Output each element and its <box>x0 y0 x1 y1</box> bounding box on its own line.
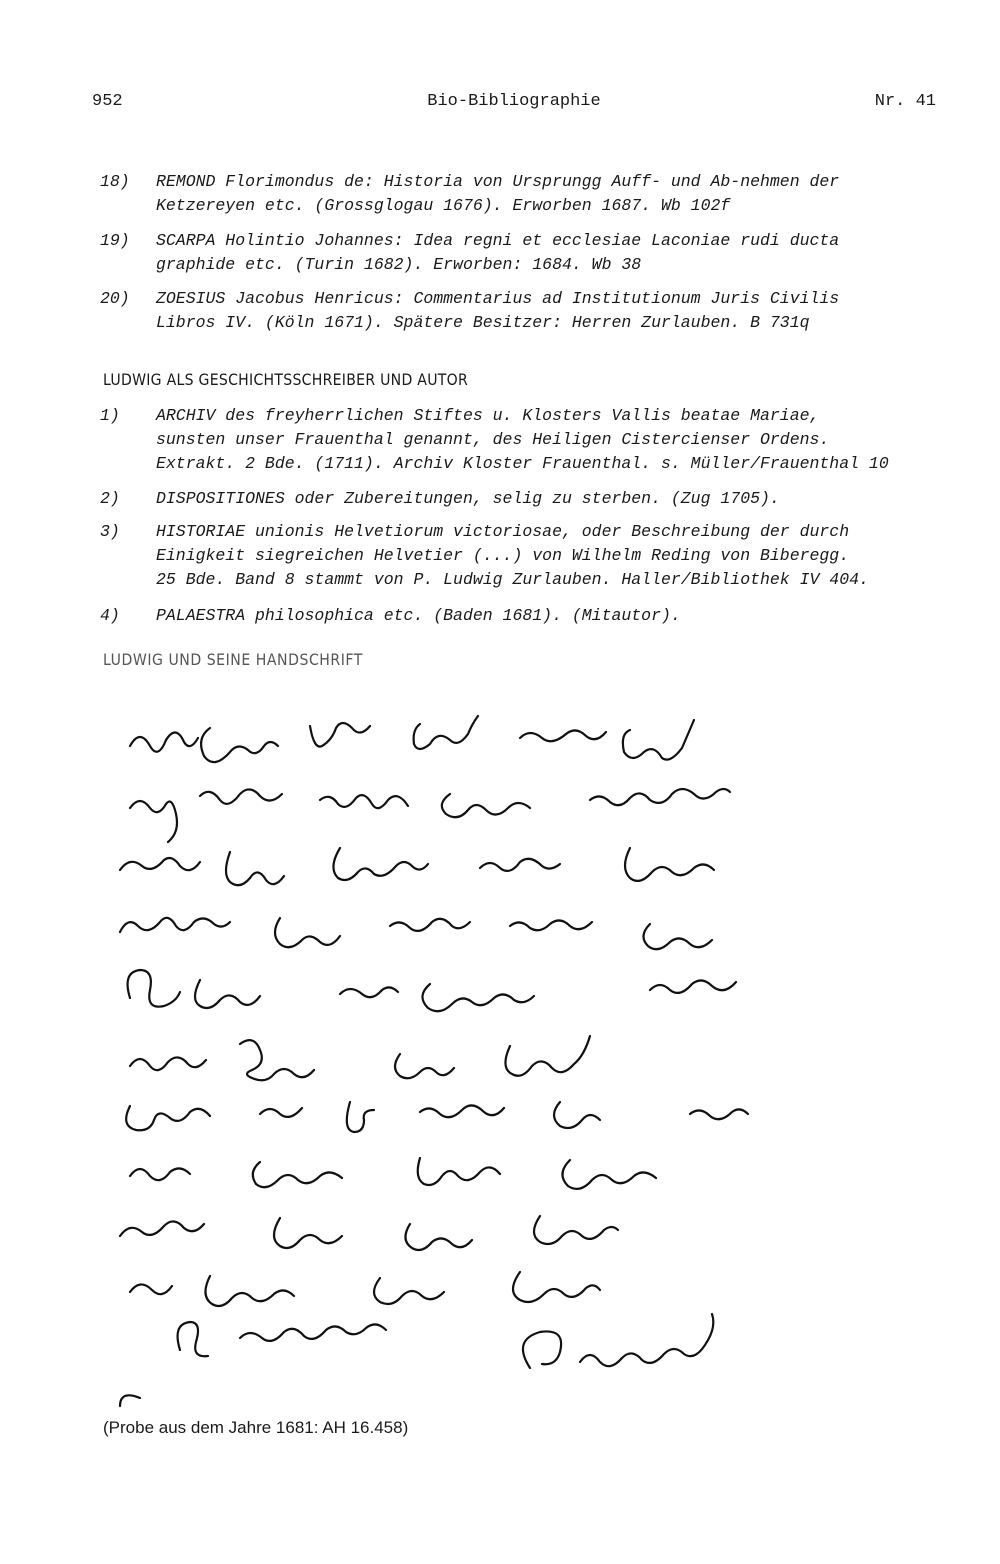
entry-number: 20) <box>100 289 130 308</box>
page-header <box>92 92 936 118</box>
chapter-number: Nr. 41 <box>874 92 936 111</box>
entry-text: HISTORIAE unionis Helvetiorum victoriosae, oder Beschreibung der durch Einigkeit siegreichen Helvetier (...) von Wilhelm Reding von Biberegg. 25 Bde. Band 8 stammt von P. Ludwig Zurlauben. Haller/Bibliothek IV 404. <box>156 522 869 589</box>
entry-text: SCARPA Holintio Johannes: Idea regni et ecclesiae Laconiae rudi ducta graphide etc. (Turin 1682). Erworben: 1684. Wb 38 <box>156 231 840 274</box>
section-heading-author: LUDWIG ALS GESCHICHTSSCHREIBER UND AUTOR <box>103 370 469 389</box>
entry-text: REMOND Florimondus de: Historia von Ursprungg Auff- und Ab-nehmen der Ketzereyen etc. (Grossglogau 1676). Erworben 1687. Wb 102f <box>156 172 840 215</box>
entry-number: 3) <box>100 522 120 541</box>
entry-text: ZOESIUS Jacobus Henricus: Commentarius ad Institutionum Juris Civilis Libros IV. (Köln 1671). Spätere Besitzer: Herren Zurlauben. B 731q <box>156 289 840 332</box>
entry-number: 19) <box>100 231 130 250</box>
handwriting-sample-image <box>90 668 870 1408</box>
entry-text: DISPOSITIONES oder Zubereitungen, selig zu sterben. (Zug 1705). <box>156 489 780 508</box>
running-title: Bio-Bibliographie <box>427 92 601 111</box>
entry-text: PALAESTRA philosophica etc. (Baden 1681). (Mitautor). <box>156 606 681 625</box>
entry-text: ARCHIV des freyherrlichen Stiftes u. Klosters Vallis beatae Mariae, sunsten unser Frauenthal genannt, des Heiligen Cistercienser Ordens. Extrakt. 2 Bde. (1711). Archiv Kloster Frauenthal. s. Müller/Frauenthal 10 <box>156 406 889 473</box>
entry-number: 1) <box>100 406 120 425</box>
entry-number: 2) <box>100 489 120 508</box>
section-heading-handwriting: LUDWIG UND SEINE HANDSCHRIFT <box>103 650 363 669</box>
entry-number: 4) <box>100 606 120 625</box>
page-number: 952 <box>92 92 123 111</box>
entry-number: 18) <box>100 172 130 191</box>
image-caption: (Probe aus dem Jahre 1681: AH 16.458) <box>103 1418 409 1437</box>
